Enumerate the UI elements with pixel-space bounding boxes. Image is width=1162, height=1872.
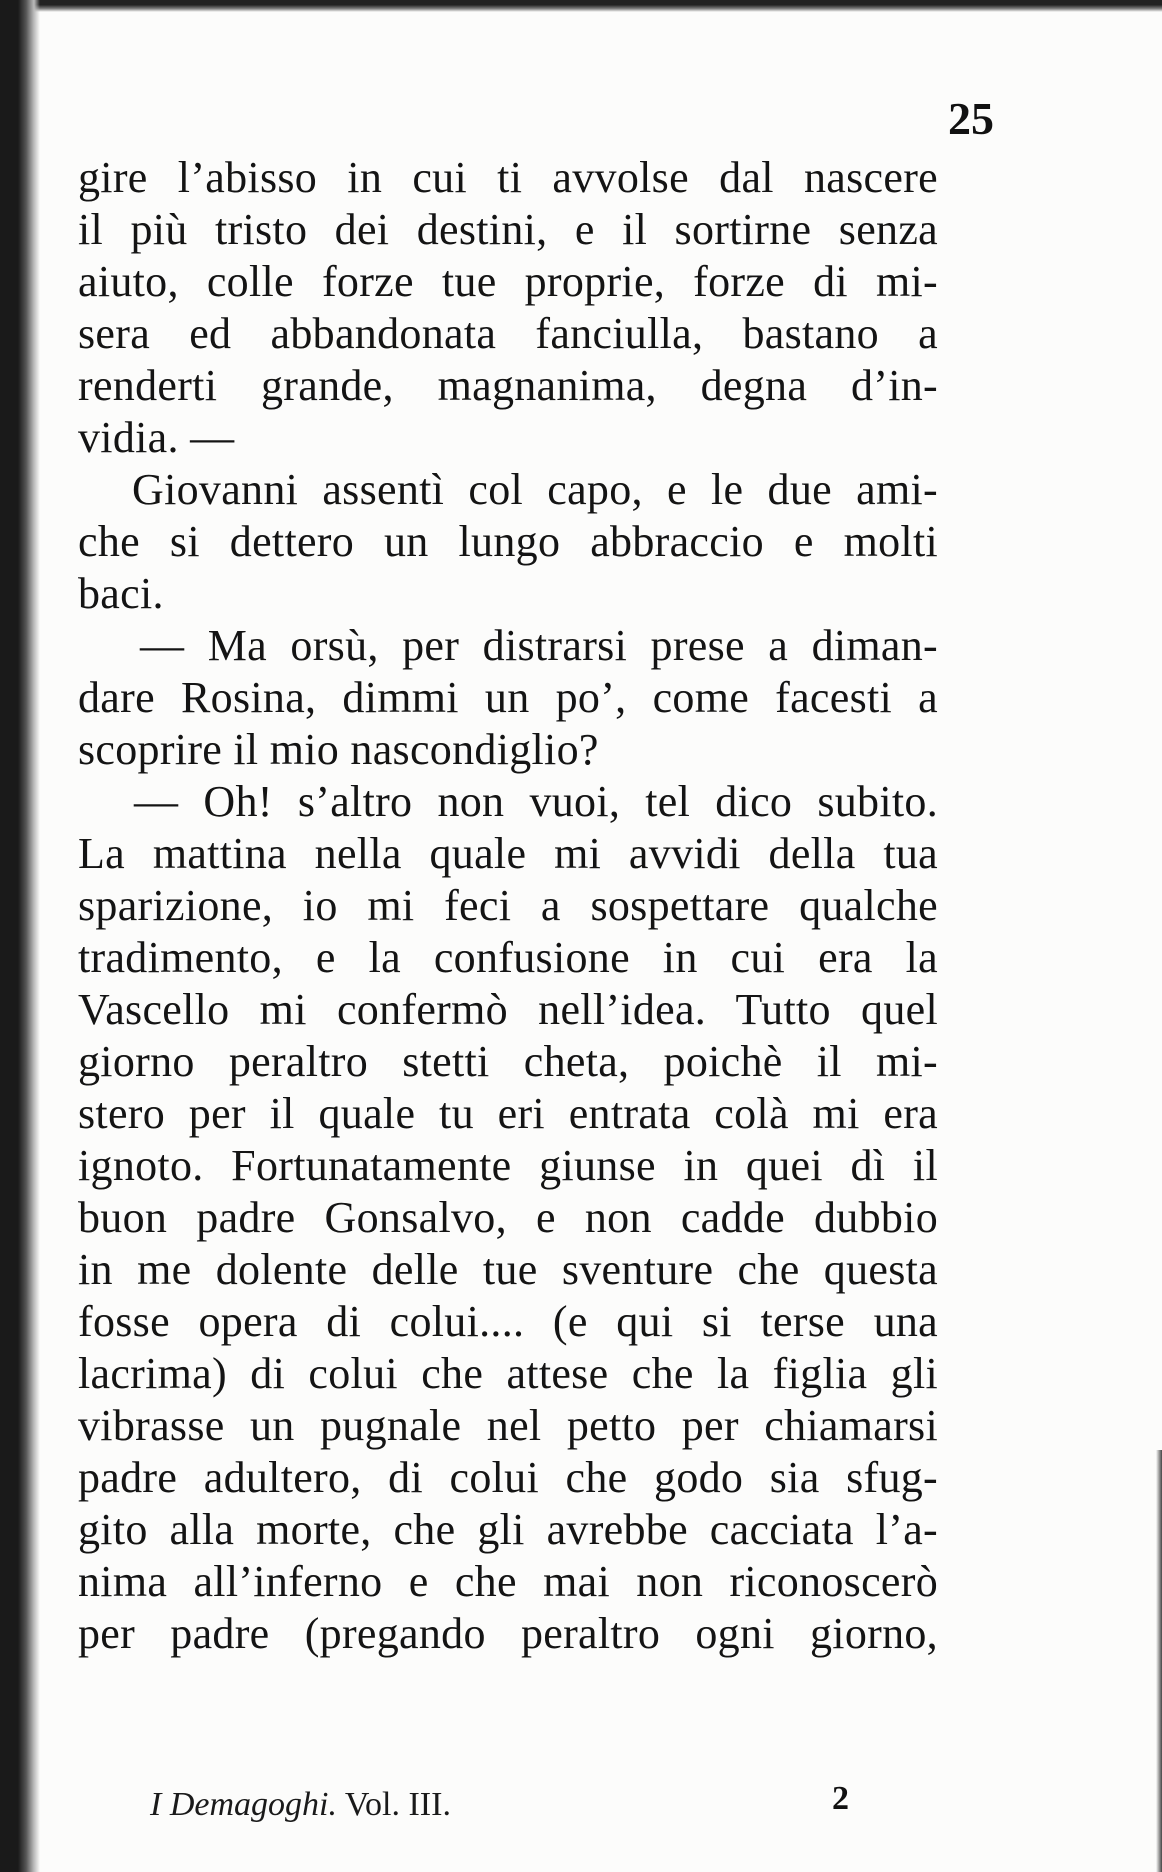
text-line: fosse opera di colui.... (e qui si terse una bbox=[78, 1297, 938, 1346]
text-line: Vascello mi confermò nell’idea. Tutto quel bbox=[78, 985, 938, 1034]
text-line: — Oh! s’altro non vuoi, tel dico subito. bbox=[134, 777, 938, 826]
top-edge-shadow bbox=[0, 0, 1162, 12]
body-text bbox=[78, 152, 938, 1660]
binding-edge-shadow bbox=[0, 0, 40, 1872]
text-line: gito alla morte, che gli avrebbe cacciata l’a- bbox=[78, 1505, 938, 1554]
text-line: padre adultero, di colui che godo sia sfug- bbox=[78, 1453, 938, 1502]
text-line: — Ma orsù, per distrarsi prese a diman- bbox=[140, 621, 938, 670]
text-line: vibrasse un pugnale nel petto per chiamarsi bbox=[78, 1401, 938, 1450]
signature-mark: 2 bbox=[832, 1780, 849, 1817]
text-line: gire l’abisso in cui ti avvolse dal nascere bbox=[78, 153, 938, 202]
text-line: nima all’inferno e che mai non riconoscerò bbox=[78, 1557, 938, 1606]
right-edge-shadow bbox=[1156, 1450, 1162, 1872]
text-line: baci. bbox=[78, 569, 164, 618]
volume-label: Vol. III. bbox=[344, 1786, 451, 1823]
signature-line bbox=[150, 1786, 850, 1824]
text-line: che si dettero un lungo abbraccio e molti bbox=[78, 517, 938, 566]
text-line: Giovanni assentì col capo, e le due ami- bbox=[132, 465, 938, 514]
text-line: aiuto, colle forze tue proprie, forze di mi- bbox=[78, 257, 938, 306]
text-line: vidia. — bbox=[78, 413, 235, 462]
text-line: ignoto. Fortunatamente giunse in quei dì il bbox=[78, 1141, 938, 1190]
text-line: in me dolente delle tue sventure che questa bbox=[78, 1245, 938, 1294]
text-line: renderti grande, magnanima, degna d’in- bbox=[78, 361, 938, 410]
text-line: La mattina nella quale mi avvidi della tua bbox=[78, 829, 938, 878]
text-line: il più tristo dei destini, e il sortirne senza bbox=[78, 205, 938, 254]
text-line: giorno peraltro stetti cheta, poichè il mi- bbox=[78, 1037, 938, 1086]
text-line: buon padre Gonsalvo, e non cadde dubbio bbox=[78, 1193, 938, 1242]
text-line: tradimento, e la confusione in cui era la bbox=[78, 933, 938, 982]
book-title: I Demagoghi. bbox=[150, 1786, 337, 1823]
text-line: lacrima) di colui che attese che la figlia gli bbox=[78, 1349, 938, 1398]
text-line: scoprire il mio nascondiglio? bbox=[78, 725, 599, 774]
text-line: sparizione, io mi feci a sospettare qualche bbox=[78, 881, 938, 930]
text-line: dare Rosina, dimmi un po’, come facesti a bbox=[78, 673, 938, 722]
text-line: stero per il quale tu eri entrata colà mi era bbox=[78, 1089, 938, 1138]
page-number: 25 bbox=[948, 93, 994, 144]
text-line: per padre (pregando peraltro ogni giorno, bbox=[78, 1609, 938, 1658]
text-line: sera ed abbandonata fanciulla, bastano a bbox=[78, 309, 938, 358]
